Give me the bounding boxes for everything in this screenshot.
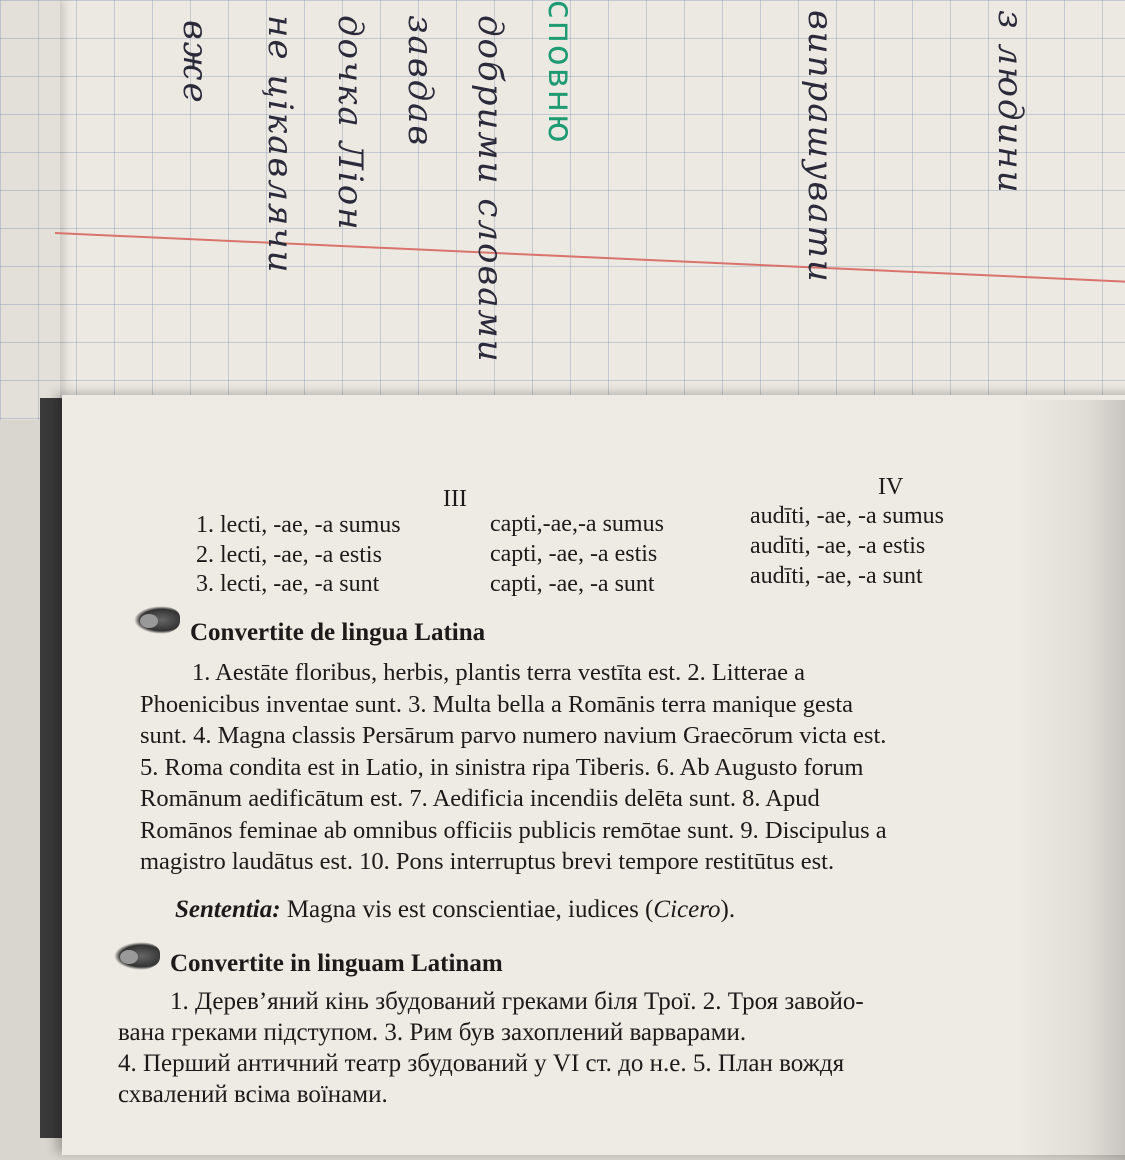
margin-line bbox=[55, 232, 1125, 284]
section-heading-ukrainian: Convertite in linguam Latinam bbox=[170, 950, 503, 977]
sententia-text: Magna vis est conscientiae, iudices ( bbox=[280, 896, 654, 923]
ukr-line-2: вана греками підступом. 3. Рим був захоплений варварами. bbox=[118, 1019, 747, 1046]
handwriting-4: завдав bbox=[400, 15, 440, 148]
handwriting-6: сповню bbox=[540, 0, 580, 145]
sententia-author: Cicero bbox=[653, 896, 721, 923]
page-gutter-shadow bbox=[1015, 400, 1125, 1160]
section-heading-latin: Convertite de lingua Latina bbox=[190, 619, 486, 646]
conj-row-1-col-3: audīti, -ae, -a sumus bbox=[750, 503, 944, 529]
owl-icon-2 bbox=[114, 942, 160, 970]
conj-row-2-col-3: audīti, -ae, -a estis bbox=[750, 533, 926, 559]
latin-line-2: Phoenicibus inventae sunt. 3. Multa bella a Romānis terra manique gesta bbox=[140, 690, 854, 718]
latin-line-6: Romānos feminae ab omnibus officiis publicis remōtae sunt. 9. Discipulus a bbox=[140, 816, 887, 844]
ukr-line-4: схвалений всіма воїнами. bbox=[118, 1081, 388, 1108]
sententia-end: ). bbox=[720, 896, 736, 923]
handwriting-1: вже bbox=[175, 20, 215, 105]
column-header-iv: IV bbox=[878, 474, 904, 500]
exercise-latin-text bbox=[140, 657, 1010, 878]
latin-line-7: magistro laudātus est. 10. Pons interruptus brevi tempore restitūtus est. bbox=[140, 848, 835, 875]
handwriting-5: добрими словами bbox=[470, 15, 510, 364]
conj-row-3-col-2: capti, -ae, -a sunt bbox=[490, 571, 655, 597]
owl-icon bbox=[134, 606, 180, 634]
notebook-page bbox=[0, 0, 1125, 420]
handwriting-3: дочка Ліон bbox=[330, 15, 370, 232]
ukr-line-3: 4. Перший античний театр збудований у VI ст. до н.е. 5. План вождя bbox=[118, 1050, 845, 1077]
handwriting-2: не цікавлячи bbox=[260, 15, 300, 275]
latin-line-5: Romānum aedificātum est. 7. Aedificia incendiis delēta sunt. 8. Apud bbox=[140, 785, 820, 812]
sententia bbox=[175, 896, 735, 924]
latin-line-4: 5. Roma condita est in Latio, in sinistra ripa Tiberis. 6. Ab Augusto forum bbox=[140, 753, 864, 781]
column-header-iii: III bbox=[443, 486, 467, 512]
conj-row-3-col-1: 3. lecti, -ae, -a sunt bbox=[196, 571, 380, 597]
notebook-left-page bbox=[0, 0, 60, 420]
latin-line-3: sunt. 4. Magna classis Persārum parvo numero navium Graecōrum victa est. bbox=[140, 722, 887, 749]
handwriting-8: з людини bbox=[990, 10, 1030, 195]
sententia-label: Sententia: bbox=[175, 896, 281, 923]
conj-row-2-col-2: capti, -ae, -a estis bbox=[490, 541, 658, 567]
exercise-ukrainian-text bbox=[118, 986, 1023, 1110]
ukr-line-1: 1. Дерев’яний кінь збудований греками біля Трої. 2. Троя завойо- bbox=[170, 988, 864, 1015]
conj-row-1-col-2: capti,-ae,-a sumus bbox=[490, 511, 664, 537]
conj-row-1-col-1: 1. lecti, -ae, -a sumus bbox=[196, 512, 401, 538]
latin-line-1: 1. Aestāte floribus, herbis, plantis terra vestīta est. 2. Litterae a bbox=[192, 659, 805, 686]
handwriting-7: випрашувати bbox=[800, 10, 840, 284]
conj-row-2-col-1: 2. lecti, -ae, -a estis bbox=[196, 542, 382, 568]
conj-row-3-col-3: audīti, -ae, -a sunt bbox=[750, 563, 923, 589]
